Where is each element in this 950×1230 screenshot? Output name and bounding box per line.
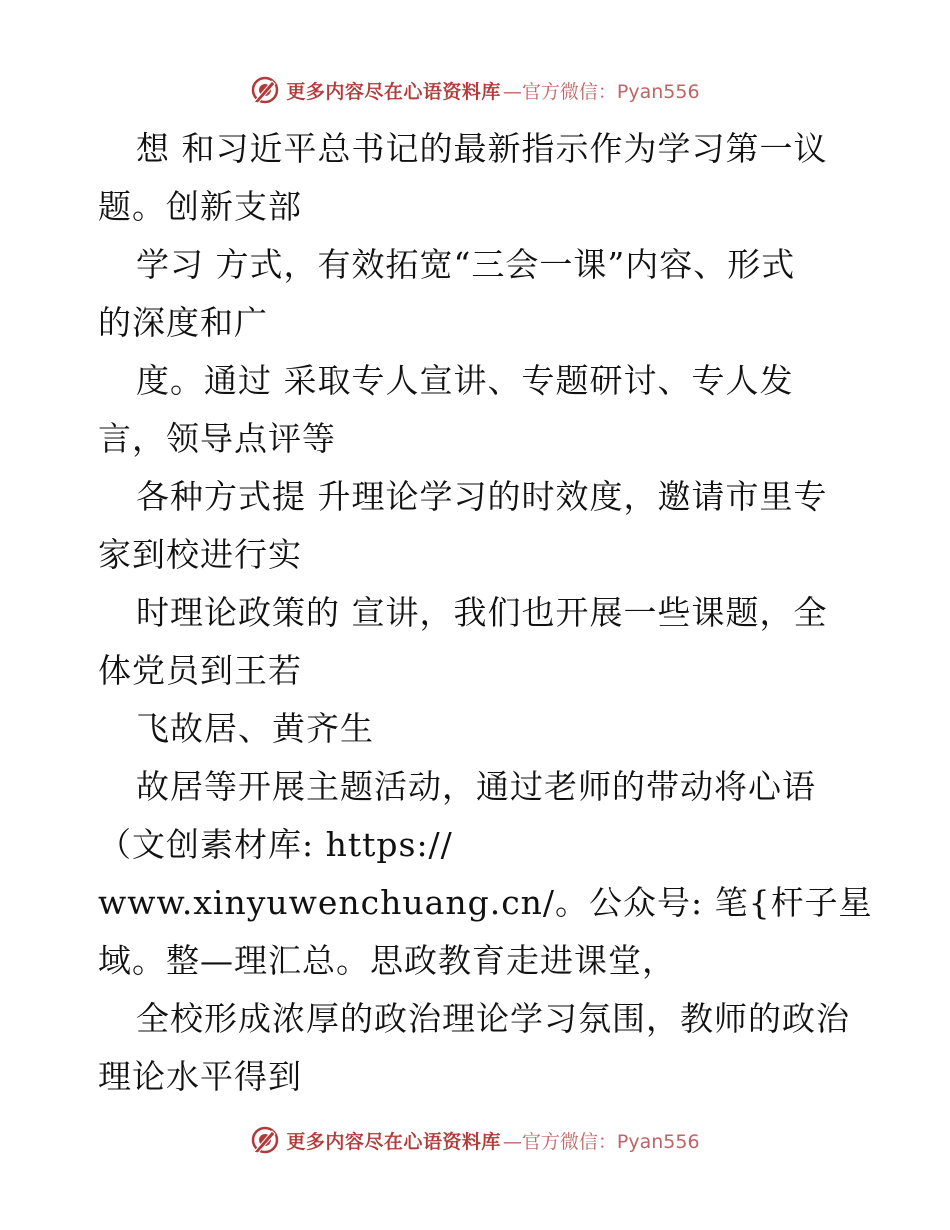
header-banner: [0, 70, 950, 110]
text-line: 学习 方式，有效拓宽“三会一课”内容、形式: [136, 245, 796, 284]
text-line: 家到校进行实: [98, 535, 302, 574]
text-line: 的深度和广: [98, 303, 268, 342]
document-body: [98, 120, 873, 1106]
text-line: 体党员到王若: [98, 651, 302, 690]
quill-pen-circle-icon: [250, 75, 280, 105]
text-line: 想 和习近平总书记的最新指示作为学习第一议: [136, 129, 828, 168]
text-line: 题。创新支部: [98, 187, 302, 226]
footer-contact-text: —官方微信：Pyan556: [502, 1130, 700, 1153]
text-line: 全校形成浓厚的政治理论学习氛围，教师的政治: [136, 999, 850, 1038]
header-brand-text: 更多内容尽在心语资料库: [286, 80, 501, 103]
quill-pen-circle-icon: [250, 1125, 280, 1155]
text-line: 故居等开展主题活动，通过老师的带动将心语: [136, 767, 816, 806]
footer-banner: [0, 1120, 950, 1160]
text-line: 度。通过 采取专人宣讲、专题研讨、专人发: [136, 361, 794, 400]
text-line: 时理论政策的 宣讲，我们也开展一些课题，全: [136, 593, 828, 632]
text-line: （文创素材库: https://: [98, 825, 453, 864]
header-contact-text: —官方微信：Pyan556: [502, 80, 700, 103]
footer-brand-text: 更多内容尽在心语资料库: [286, 1130, 501, 1153]
text-line: 理论水平得到: [98, 1057, 302, 1096]
text-line: 飞故居、黄齐生: [136, 709, 374, 748]
text-line: 各种方式提 升理论学习的时效度，邀请市里专: [136, 477, 828, 516]
text-line: 言，领导点评等: [98, 419, 336, 458]
text-line: 域。整—理汇总。思政教育走进课堂，: [98, 941, 676, 980]
text-line: www.xinyuwenchuang.cn/。公众号: 笔{杆子星: [98, 883, 873, 922]
